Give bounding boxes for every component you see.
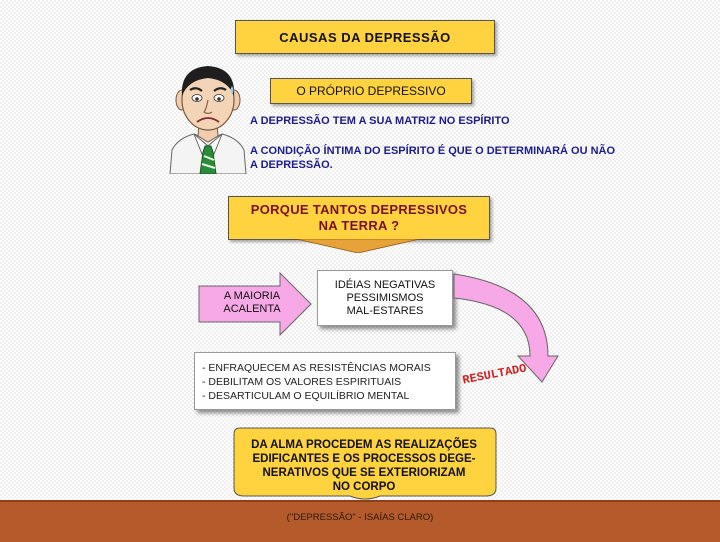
conclusion-text [238, 438, 490, 494]
conclusion-line: EDIFICANTES E OS PROCESSOS DEGE- [252, 453, 476, 465]
question-box [228, 196, 490, 240]
question-line-2: NA TERRA ? [318, 218, 400, 233]
subtitle-label: O PRÓPRIO DEPRESSIVO [296, 84, 446, 98]
effect-item: - ENFRAQUECEM AS RESISTÊNCIAS MORAIS [202, 362, 431, 374]
idea-item: PESSIMISMOS [346, 291, 424, 304]
effects-box [194, 352, 456, 410]
statement-condition: A CONDIÇÃO ÍNTIMA DO ESPÍRITO É QUE O DETERMINARÁ OU NÃO A DEPRESSÃO. [250, 145, 616, 171]
idea-item: MAL-ESTARES [346, 304, 424, 317]
conclusion-line: NERATIVOS QUE SE EXTERIORIZAM [262, 467, 466, 479]
worried-man-icon [166, 62, 250, 174]
ideas-box [317, 270, 453, 326]
idea-item: IDÉIAS NEGATIVAS [334, 278, 436, 291]
statement-matrix: A DEPRESSÃO TEM A SUA MATRIZ NO ESPÍRITO [250, 115, 510, 127]
title-box [235, 20, 495, 54]
arrow-label-line-1: A MAIORIA [223, 290, 281, 302]
page-title: CAUSAS DA DEPRESSÃO [279, 29, 451, 45]
subtitle-box [270, 78, 472, 104]
arrow-label-line-2: ACALENTA [223, 303, 281, 315]
arrow-label [202, 290, 302, 316]
source-citation: ("DEPRESSÃO" - ISAÍAS CLARO) [286, 512, 434, 523]
result-label: RESULTADO [461, 361, 528, 388]
down-arrow-icon [296, 239, 420, 253]
effect-item: - DEBILITAM OS VALORES ESPIRITUAIS [202, 376, 402, 388]
conclusion-line: DA ALMA PROCEDEM AS REALIZAÇÕES [251, 439, 477, 451]
conclusion-line: NO CORPO [332, 481, 396, 493]
question-line-1: PORQUE TANTOS DEPRESSIVOS [250, 202, 468, 217]
effect-item: - DESARTICULAM O EQUILÍBRIO MENTAL [202, 390, 410, 402]
